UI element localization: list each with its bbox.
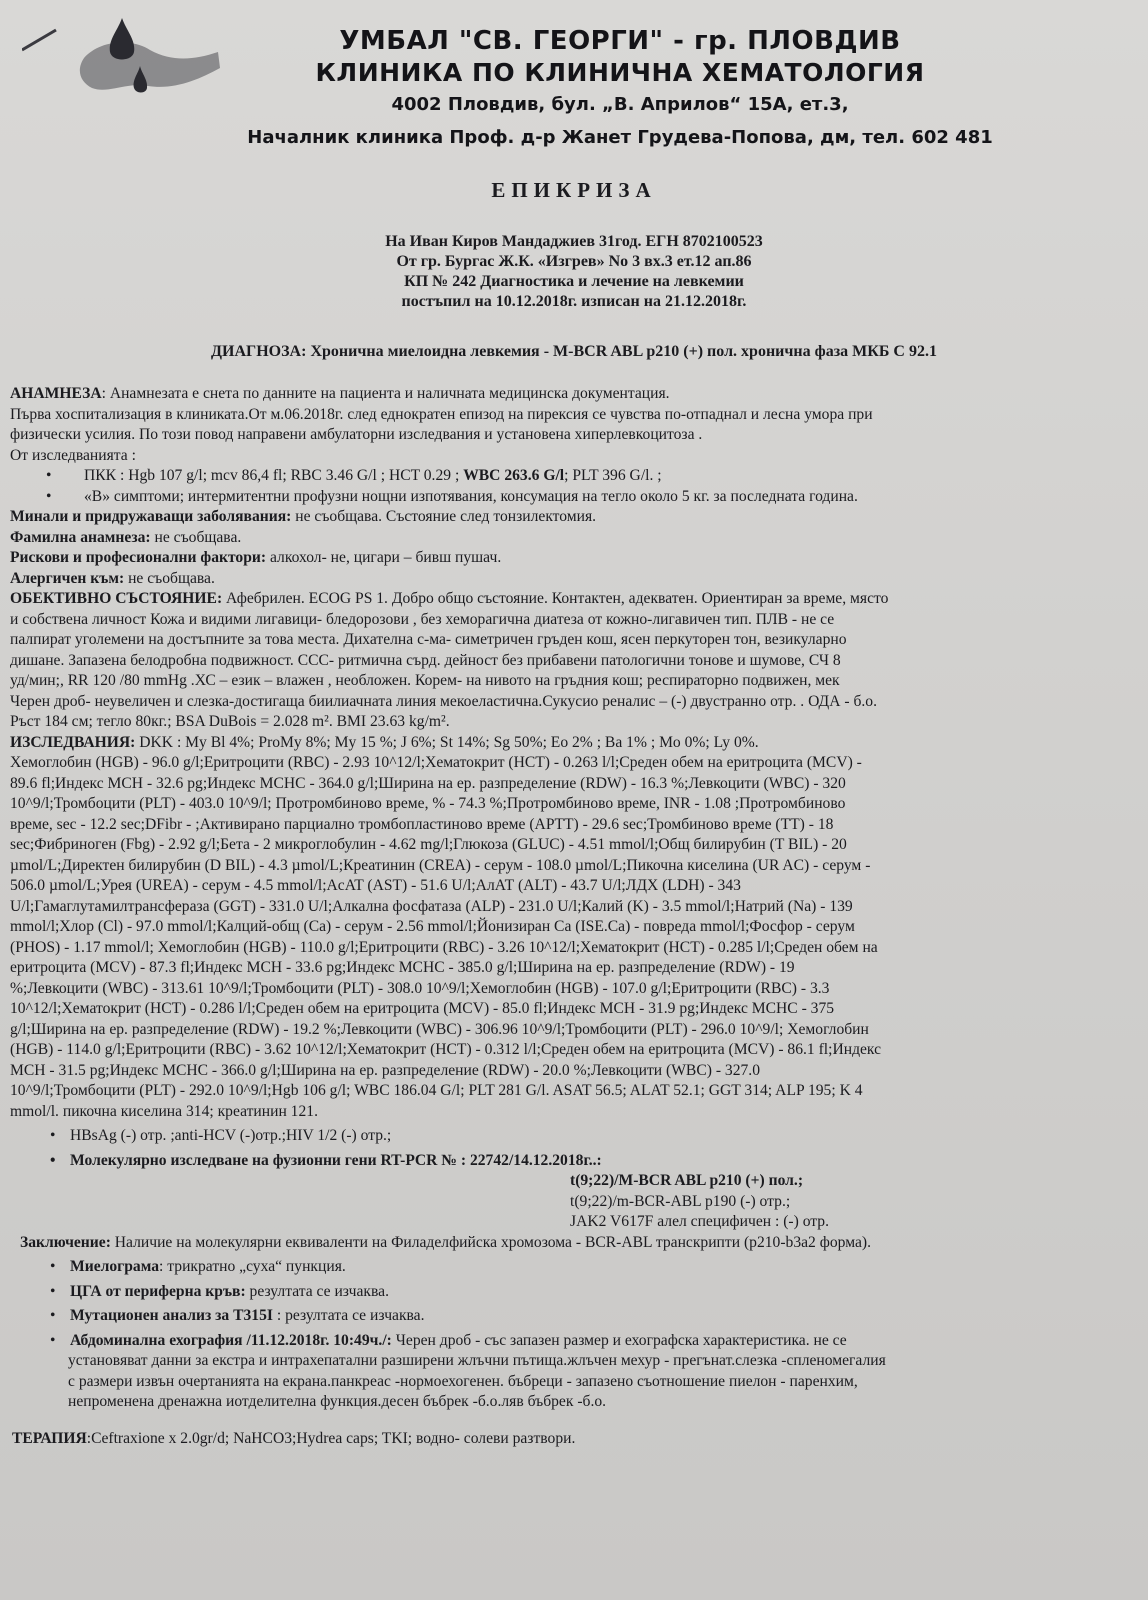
molecular-test-label: • Молекулярно изследване на фузионни гени RT-PCR № : 22742/14.12.2018г..: [10, 1151, 1124, 1172]
admission-dates: постъпил на 10.12.2018г. изписан на 21.12.2018г. [401, 293, 747, 310]
labs-line: (PHOS) - 1.17 mmol/l; Хемоглобин (HGB) - 110.0 g/l;Еритроцити (RBC) - 3.26 10^12/l;Хематокрит (HCT) - 0.285 l/l;Среден обем на [10, 938, 878, 956]
labs-line: U/l;Гамаглутамилтрансфераза (GGT) - 331.0 U/l;Алкална фосфатаза (ALP) - 231.0 U/l;Калий (K) - 3.5 mmol/l;Натрий (Na) - 139 [10, 897, 853, 915]
anamnesis-label: АНАМНЕЗА [10, 385, 102, 402]
hospital-logo-icon [22, 10, 222, 110]
molecular-result-p190: t(9;22)/m-BCR-ABL p190 (-) отр.; [570, 1192, 791, 1210]
myelogram-text: : трикратно „суха“ пункция. [159, 1258, 346, 1275]
document-title: ЕПИКРИЗА [491, 178, 657, 202]
ultrasound-text: Черен дроб - със запазен размер и ехографска характеристика. не се [391, 1331, 847, 1349]
diagnosis: ДИАГНОЗА: Хронична миелоидна левкемия - M-BCR ABL p210 (+) пол. хронична фаза МКБ С 92.1 [211, 343, 937, 360]
labs-line: sec;Фибриноген (Fbg) - 2.92 g/l;Бета - 2 микроглобулин - 4.62 mg/l;Глюкоза (GLUC) - 4.51 mmol/l;Общ билирубин (T BIL) - 20 [10, 836, 847, 853]
labs-line: МСН - 31.5 pg;Индекс МСНС - 366.0 g/l;Ширина на ер. разпределение (RDW) - 20.0 %;Левкоцити (WBC) - 327.0 [10, 1061, 760, 1079]
cytogenetics-label: ЦГА от периферна кръв: [70, 1282, 246, 1300]
labs-line: еритроцита (MCV) - 87.3 fl;Индекс МСН - 33.6 pg;Индекс МСНС - 385.0 g/l;Ширина на ер. разпределение (RDW) - 19 [10, 959, 795, 976]
risk-factors: алкохол- не, цигари – бивш пушач. [266, 549, 502, 566]
clinic-address: 4002 Пловдив, бул. „В. Априлов“ 15А, ет.3, [391, 94, 849, 115]
ultrasound-label: Абдоминална ехография /11.12.2018г. 10:49ч./: [70, 1331, 392, 1349]
clinic-head: Началник клиника Проф. д-р Жанет Грудева-Попова, дм, тел. 602 481 [247, 127, 993, 148]
clinic-name: КЛИНИКА ПО КЛИНИЧНА ХЕМАТОЛОГИЯ [315, 58, 925, 87]
cytogenetics-text: резултата се изчаква. [245, 1282, 389, 1300]
objective-line: палпират уголемени на достъпните за това места. Дихателна с-ма- симетричен гръден кош, ясен перкуторен тон, везикуларно [10, 631, 847, 648]
labs-line: време, sec - 12.2 sec;DFibr - ;Активирано парциално тромбопластиново време (APTT) - 29.6 sec;Тромбиново време (TT) - 18 [10, 815, 834, 833]
allergy: не съобщава. [124, 569, 215, 587]
labs-line: 506.0 µmol/L;Урея (UREA) - серум - 4.5 mmol/l;AcAT (AST) - 51.6 U/l;АлАТ (ALT) - 43.7 U/l;ЛДХ (LDH) - 343 [10, 877, 741, 894]
anamnesis-text: : Анамнезата е снета по данните на пациента и наличната медицинска документация. [101, 385, 670, 402]
objective-line: и собствена личност Кожа и видими лигавици- бледорозови , без хеморагична диатеза от кожно-лигавичен тип. ПЛВ - не се [10, 610, 835, 628]
mutation-label: Мутационен анализ за T315I [70, 1307, 273, 1324]
labs-line: 10^12/l;Хематокрит (HCT) - 0.286 l/l;Среден обем на еритроцита (MCV) - 85.0 fl;Индекс МСН - 31.9 pg;Индекс МСНС - 375 [10, 1000, 835, 1017]
hospital-name: УМБАЛ "СВ. ГЕОРГИ" - гр. ПЛОВДИВ [339, 26, 901, 56]
labs-line: %;Левкоцити (WBC) - 313.61 10^9/l;Тромбоцити (PLT) - 308.0 10^9/l;Хемоглобин (HGB) - 107.0 g/l;Еритроцити (RBC) - 3.3 [10, 979, 830, 997]
past-diseases-label: Минали и придружаващи заболявания: [10, 508, 292, 525]
therapy-label: ТЕРАПИЯ [12, 1429, 87, 1447]
labs-line: 89.6 fl;Индекс МСН - 32.6 pg;Индекс МСНС - 364.0 g/l;Ширина на ер. разпределение (RDW) - 16.3 %;Левкоцити (WBC) - 320 [10, 774, 846, 792]
clinical-path: КП № 242 Диагностика и лечение на левкемии [404, 273, 744, 290]
risk-factors-label: Рискови и професионални фактори: [10, 549, 267, 566]
conclusion-text: Наличие на молекулярни еквиваленти на Филаделфийска хромозома - BCR-ABL транскрипти (p210-b3a2 форма). [110, 1233, 871, 1251]
b-symptoms: «В» симптоми; интермитентни профузни нощни изпотявания, консумация на тегло около 5 кг. за последната година. [84, 487, 858, 505]
labs-line: g/l;Ширина на ер. разпределение (RDW) - 19.2 %;Левкоцити (WBC) - 306.96 10^9/l;Тромбоцити (PLT) - 296.0 10^9/l; Хемоглобин [10, 1020, 869, 1038]
labs-dkk: DKK : My Bl 4%; ProMy 8%; My 15 %; J 6%; St 14%; Sg 50%; Eo 2% ; Ba 1% ; Mo 0%; Ly 0%. [135, 733, 759, 751]
ultrasound-line: установяват данни за екстра и интрахепатални разширени жлъчни пътища.жлъчен мехур - прегънат.слезка -спленомегалия [68, 1352, 886, 1369]
myelogram-label: Миелограма [70, 1258, 160, 1275]
anamnesis-line: От изследванията : [10, 446, 136, 464]
labs-line: µmol/L;Директен билирубин (D BIL) - 4.3 µmol/L;Креатинин (CREA) - серум - 108.0 µmol/L;Пикочна киселина (UR AC) - серум - [10, 856, 871, 874]
past-diseases: не съобщава. Състояние след тонзилектомия. [291, 508, 597, 525]
therapy-text: :Ceftraxione x 2.0gr/d; NaHCO3;Hydrea caps; TKI; водно- солеви разтвори. [86, 1429, 576, 1447]
cbc-text: ПКК : Hgb 107 g/l; mcv 86,4 fl; RBC 3.46 G/l ; HCT 0.29 ; [84, 467, 464, 484]
labs-line: (HGB) - 114.0 g/l;Еритроцити (RBC) - 3.62 10^12/l;Хематокрит (HCT) - 0.312 l/l;Среден обем на еритроцита (MCV) - 86.1 fl;Индекс [10, 1041, 882, 1058]
labs-label: ИЗСЛЕДВАНИЯ: [10, 733, 136, 751]
labs-line: 10^9/l;Тромбоцити (PLT) - 292.0 10^9/l;Hgb 106 g/l; WBC 186.04 G/l; PLT 281 G/l. ASAT 56.5; ALAT 52.1; GGT 314; ALP 195; K 4 [10, 1082, 863, 1099]
labs-line: 10^9/l;Тромбоцити (PLT) - 403.0 10^9/l; Протромбиново време, % - 74.3 %;Протромбиново време, INR - 1.08 ;Протромбиново [10, 795, 846, 812]
anamnesis-line: Първа хоспитализация в клиниката.От м.06.2018г. след еднократен епизод на пирексия се чувства по-отпаднал и лесна умора при [10, 405, 873, 423]
objective-text: Афебрилен. ECOG PS 1. Добро общо състояние. Контактен, адекватен. Ориентиран за време, място [222, 590, 889, 607]
objective-line: дишане. Запазена белодробна подвижност. ССС- ритмична сърд. дейност без прибавени патологични тонове и шумове, СЧ 8 [10, 651, 841, 669]
allergy-label: Алергичен към: [10, 569, 125, 587]
molecular-result-jak2: JAK2 V617F алел специфичен : (-) отр. [570, 1213, 830, 1230]
objective-line: уд/мин;, RR 120 /80 mmHg .ХС – език – влажен , необложен. Корем- на нивото на гръдния кош; респираторно подвижен, мек [10, 672, 840, 689]
objective-line: Черен дроб- неувеличен и слезка-достигаща биилиачната линия мекоеластична.Сукусио реналис – (-) двустранно отр. . ОДА - б.о. [10, 692, 877, 710]
wbc-value: WBC 263.6 G/l [463, 467, 565, 484]
epicrisis-body [10, 384, 1124, 1449]
labs-line: mmol/l;Хлор (Cl) - 97.0 mmol/l;Калций-общ (Ca) - серум - 2.56 mmol/l;Йонизиран Ca (ISE.Ca) - повреда mmol/l;Фосфор - серум [10, 918, 855, 935]
family-history-label: Фамилна анамнеза: [10, 528, 151, 546]
plt-text: ; PLT 396 G/l. ; [564, 467, 662, 484]
ultrasound-line: с размери извън очертанията на екрана.панкреас -нормоехогенен. бъбреци - запазено съотношение пиелон - паренхим, [68, 1372, 858, 1390]
objective-line: Ръст 184 см; тегло 80кг.; BSA DuBois = 2.028 m². BMI 23.63 kg/m². [10, 713, 450, 730]
molecular-result-p210: t(9;22)/M-BCR ABL p210 (+) пол.; [570, 1172, 804, 1189]
mutation-text: : резултата се изчаква. [272, 1307, 425, 1324]
labs-line: mmol/l. пикочна киселина 314; креатинин 121. [10, 1102, 318, 1120]
patient-address: От гр. Бургас Ж.К. «Изгрев» No 3 вх.3 ет.12 ап.86 [396, 253, 752, 270]
family-history: не съобщава. [150, 528, 242, 546]
conclusion-label: Заключение: [20, 1233, 111, 1251]
labs-line: Хемоглобин (HGB) - 96.0 g/l;Еритроцити (RBC) - 2.93 10^12/l;Хематокрит (HCT) - 0.263 l/l;Среден обем на еритроцита (MCV) - [10, 754, 862, 771]
serology: • HBsAg (-) отр. ;anti-HCV (-)отр.;HIV 1/2 (-) отр.; [10, 1126, 1124, 1147]
patient-name: На Иван Киров Мандаджиев 31год. ЕГН 8702100523 [385, 233, 763, 250]
ultrasound-line: непроменена дренажна иотделителна функция.десен бъбрек -б.о.ляв бъбрек -б.о. [68, 1393, 607, 1410]
anamnesis-line: физически усилия. По този повод направени амбулаторни изследвания и установена хиперлевкоцитоза . [10, 426, 703, 443]
objective-label: ОБЕКТИВНО СЪСТОЯНИЕ: [10, 590, 223, 607]
